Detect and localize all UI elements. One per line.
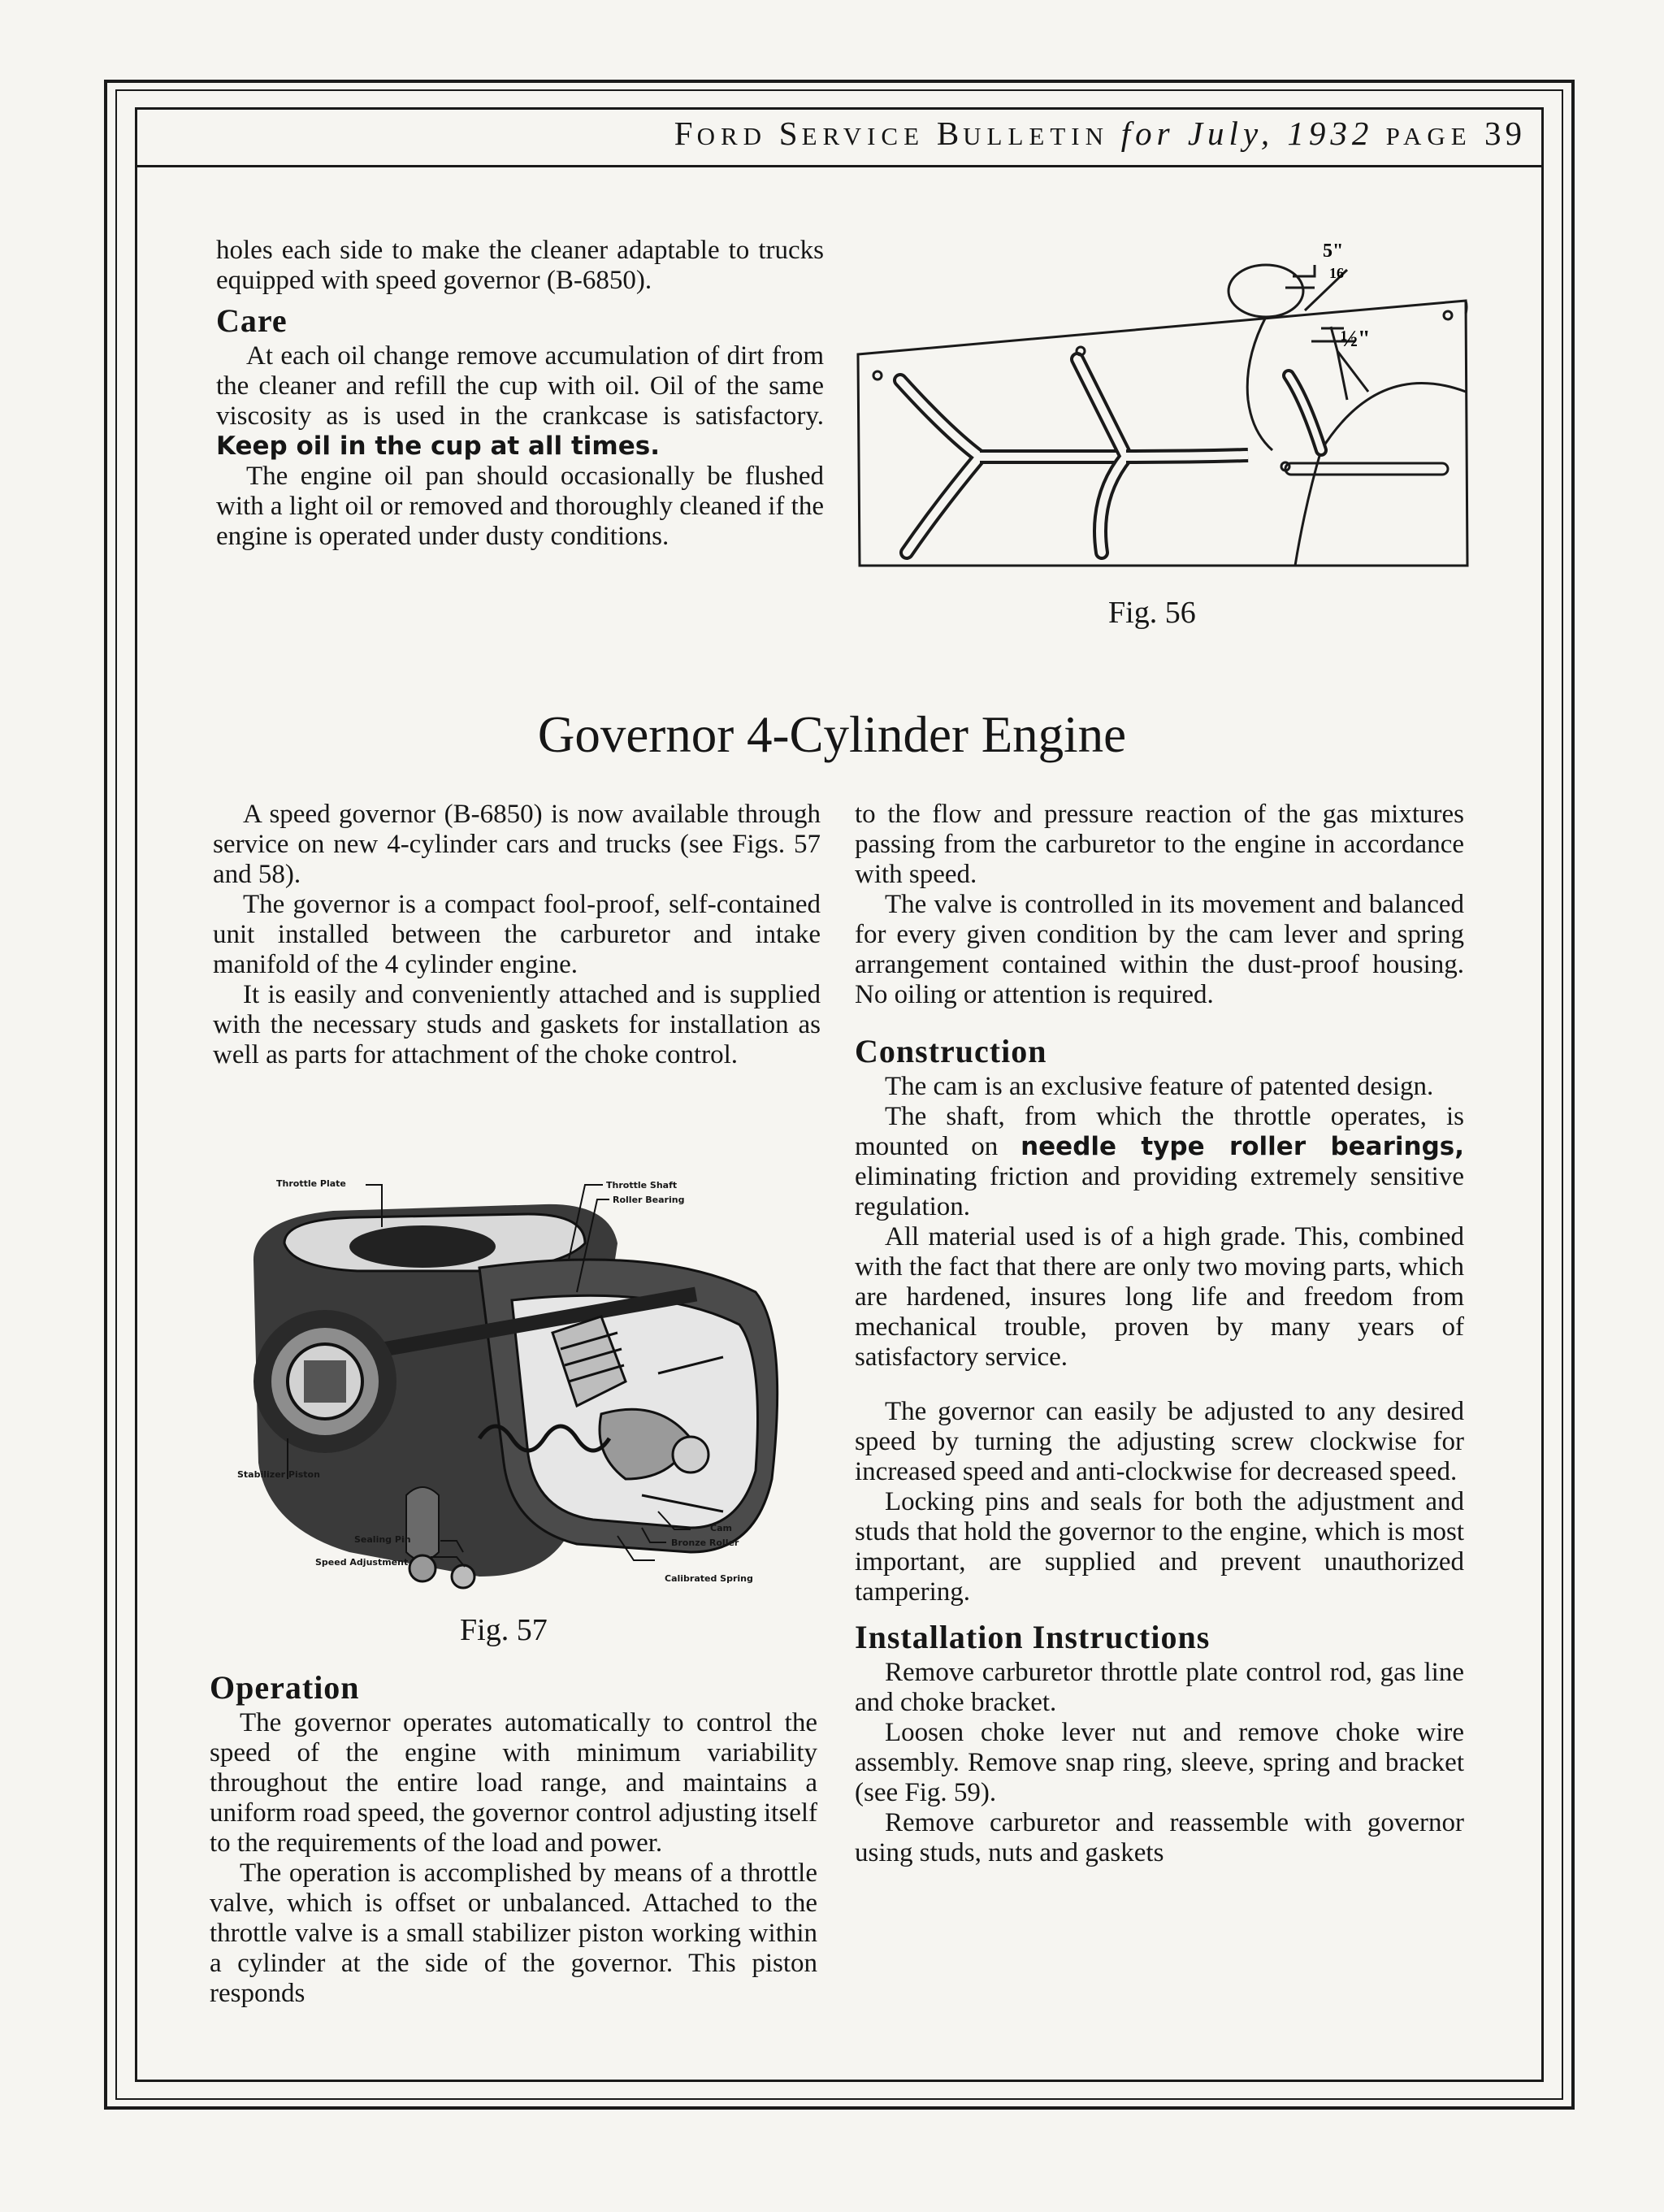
care-bold-note: Keep oil in the cup at all times. — [216, 432, 660, 461]
callout-calibrated-spring: Calibrated Spring — [665, 1573, 753, 1584]
section-title: Governor 4-Cylinder Engine — [537, 706, 1127, 763]
flow-paragraph: to the flow and pressure reaction of the gas mixtures passing from the carburetor to the engine in accordance with speed. — [855, 800, 1464, 889]
callout-stabilizer-piston: Stabilizer Piston — [237, 1469, 320, 1480]
care-paragraph-1-text: At each oil change remove accumulation of dirt from the cleaner and refill the cup with oil. Oil of the same viscosity as is used in the crankcase is satisfactory. — [216, 341, 824, 431]
fig56-dimension-half: ½" — [1341, 327, 1371, 352]
header-ervice: ERVICE — [801, 122, 937, 150]
header-page-number: 39 — [1484, 115, 1526, 152]
callout-throttle-plate: Throttle Plate — [276, 1178, 346, 1189]
header-date: for July, 1932 — [1120, 115, 1374, 152]
governor-paragraph-1: A speed governor (B-6850) is now available through service on new 4-cylinder cars and trucks (see Figs. 57 and 58). — [213, 800, 821, 889]
care-paragraph-2: The engine oil pan should occasionally be flushed with a light oil or removed and thoroughly cleaned if the engine is operated under dusty conditions. — [216, 462, 824, 551]
governor-paragraph-3: It is easily and conveniently attached and is supplied with the necessary studs and gaskets for installation as well as parts for attachment of the choke control. — [213, 980, 821, 1069]
valve-paragraph: The valve is controlled in its movement and balanced for every given condition by the cam lever and spring arrangement contained within the dust-proof housing. No oiling or attention is required. — [855, 890, 1464, 1009]
construction-paragraph-1: The cam is an exclusive feature of patented design. — [885, 1072, 1434, 1101]
installation-heading: Installation Instructions — [855, 1619, 1211, 1655]
header-initial-b: B — [936, 115, 964, 152]
fig56-oil-pan-diagram — [850, 237, 1484, 587]
header-ulletin: ULLETIN — [963, 122, 1121, 150]
construction-paragraph-2-end: eliminating friction and providing extremely sensitive regulation. — [855, 1162, 1464, 1221]
care-heading: Care — [216, 302, 288, 339]
governor-paragraph-2: The governor is a compact fool-proof, self-contained unit installed between the carburetor and intake manifold of the 4 cylinder engine. — [213, 890, 821, 979]
fig56-dimension-five-sixteenths: 5" — [1323, 241, 1344, 262]
locking-pins-paragraph: Locking pins and seals for both the adjustment and studs that hold the governor to the engine, which is most important, are supplied and prevent unauthorized tampering. — [855, 1487, 1464, 1607]
top-left-text — [216, 236, 824, 552]
header-page-label: PAGE — [1385, 122, 1472, 150]
fig56-caption: Fig. 56 — [1108, 596, 1196, 630]
construction-paragraph-2-start: The shaft, from which the throttle operates, is mounted on — [855, 1102, 1464, 1161]
operation-heading: Operation — [210, 1669, 360, 1706]
header-initial-f: F — [674, 115, 697, 152]
callout-roller-bearing: Roller Bearing — [613, 1195, 685, 1205]
header-ord: ORD — [696, 122, 779, 150]
header-initial-s: S — [778, 115, 802, 152]
callout-sealing-pin: Sealing Pin — [354, 1534, 411, 1545]
callout-throttle-shaft: Throttle Shaft — [606, 1180, 678, 1191]
callout-cam: Cam — [710, 1523, 732, 1533]
installation-paragraph-3: Remove carburetor and reassemble with governor using studs, nuts and gaskets — [855, 1808, 1464, 1867]
operation-paragraph-2: The operation is accomplished by means of a throttle valve, which is offset or unbalanced. Attached to the throttle valve is a small stabilizer piston working within a cylinder at the side of the governor. This piston responds — [210, 1859, 817, 2008]
installation-paragraph-1: Remove carburetor throttle plate control rod, gas line and choke bracket. — [855, 1658, 1464, 1717]
care-paragraph-1 — [216, 341, 824, 462]
right-column — [855, 800, 1464, 1868]
construction-paragraph-2 — [855, 1102, 1464, 1222]
installation-paragraph-2: Loosen choke lever nut and remove choke wire assembly. Remove snap ring, sleeve, spring and bracket (see Fig. 59). — [855, 1718, 1464, 1807]
callout-speed-adjustment: Speed Adjustment — [315, 1557, 409, 1568]
needle-bearings-bold: needle type roller bearings, — [1020, 1132, 1464, 1161]
left-column-top — [213, 800, 821, 1070]
construction-paragraph-3: All material used is of a high grade. This, combined with the fact that there are only two moving parts, which are hardened, insures long life and freedom from mechanical trouble, proven by many years of satisfactory service. — [855, 1222, 1464, 1372]
running-header — [135, 114, 1526, 167]
intro-paragraph: holes each side to make the cleaner adaptable to trucks equipped with speed governor (B-6850). — [216, 236, 824, 295]
callout-bronze-roller: Bronze Roller — [671, 1538, 739, 1548]
adjustment-paragraph: The governor can easily be adjusted to any desired speed by turning the adjusting screw clockwise for increased speed and anti-clockwise for decreased speed. — [855, 1397, 1464, 1486]
operation-paragraph-1: The governor operates automatically to control the speed of the engine with minimum variability throughout the entire load range, and maintains a uniform road speed, the governor control adjusting itself to the requirements of the load and power. — [210, 1708, 817, 1858]
operation-section — [210, 1663, 817, 2009]
construction-heading: Construction — [855, 1033, 1047, 1069]
fig56-dimension-denominator: 16 — [1329, 265, 1344, 281]
fig57-caption: Fig. 57 — [460, 1613, 548, 1647]
header-rule — [135, 165, 1544, 167]
